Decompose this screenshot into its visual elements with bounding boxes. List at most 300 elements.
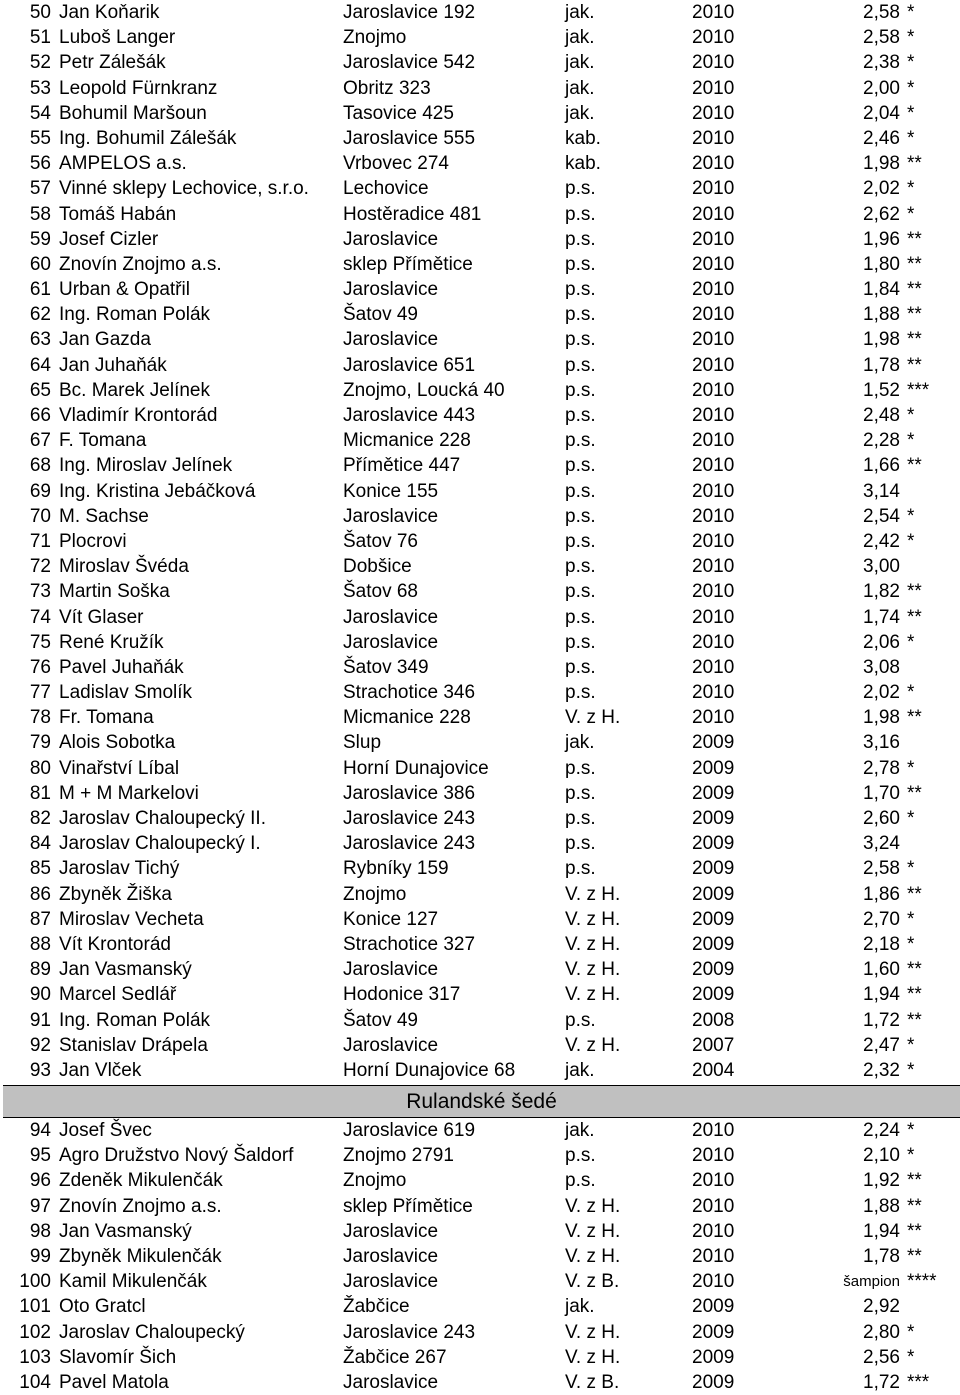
- vintage-year: 2009: [692, 883, 735, 905]
- vintage-year: 2010: [692, 203, 735, 225]
- grower-name: Jan Vasmanský: [59, 959, 192, 981]
- grower-name: Jaroslav Chaloupecký: [59, 1321, 245, 1343]
- grower-address: Horní Dunajovice: [343, 757, 489, 779]
- entry-number: 70: [29, 505, 51, 527]
- score-value: 2,80: [863, 1321, 900, 1343]
- vintage-year: 2004: [692, 1059, 735, 1081]
- score-value: 3,16: [863, 732, 900, 754]
- table-row: [0, 932, 960, 957]
- entry-number: 90: [29, 984, 51, 1006]
- grower-name: Zbyněk Mikulenčák: [59, 1246, 222, 1267]
- grower-name: Josef Švec: [59, 1120, 152, 1142]
- score-value: 1,74: [863, 606, 900, 628]
- vintage-year: 2010: [692, 1246, 735, 1267]
- vintage-year: 2009: [692, 959, 735, 981]
- grower-name: Josef Cizler: [59, 228, 159, 250]
- entry-number: 58: [29, 203, 51, 225]
- table-row: [0, 0, 960, 25]
- table-row: [0, 453, 960, 478]
- score-value: 1,84: [863, 279, 900, 301]
- wine-quality: p.s.: [565, 430, 596, 452]
- wine-quality: p.s.: [565, 757, 596, 779]
- vintage-year: 2009: [692, 782, 735, 804]
- table-row: [0, 277, 960, 302]
- rating-stars: ***: [907, 379, 930, 401]
- entry-number: 89: [29, 959, 51, 981]
- table-row: [0, 831, 960, 856]
- wine-quality: p.s.: [565, 379, 596, 401]
- rating-stars: *: [907, 1034, 915, 1056]
- wine-quality: p.s.: [565, 606, 596, 628]
- table-row: [0, 504, 960, 529]
- entry-number: 81: [29, 782, 51, 804]
- rating-stars: *: [907, 505, 915, 527]
- grower-name: Leopold Fürnkranz: [59, 77, 218, 99]
- vintage-year: 2010: [692, 354, 735, 376]
- vintage-year: 2010: [692, 27, 735, 49]
- wine-quality: p.s.: [565, 833, 596, 855]
- vintage-year: 2009: [692, 808, 735, 829]
- entry-number: 64: [29, 354, 51, 376]
- vintage-year: 2009: [692, 858, 735, 880]
- entry-number: 61: [29, 279, 51, 301]
- grower-address: Micmanice 228: [343, 707, 471, 729]
- score-value: 2,02: [863, 682, 900, 704]
- grower-name: Slavomír Šich: [59, 1346, 177, 1368]
- wine-quality: p.s.: [565, 455, 596, 477]
- entry-number: 74: [29, 606, 51, 628]
- rating-stars: **: [907, 707, 922, 729]
- table-row: [0, 1194, 960, 1219]
- grower-address: Horní Dunajovice 68: [343, 1059, 516, 1081]
- grower-name: Jan Koňarik: [59, 2, 160, 23]
- entry-number: 93: [29, 1059, 51, 1081]
- wine-quality: V. z H.: [565, 707, 621, 729]
- rating-stars: **: [907, 228, 922, 250]
- vintage-year: 2010: [692, 329, 735, 351]
- vintage-year: 2010: [692, 455, 735, 477]
- table-row: [0, 907, 960, 932]
- score-value: 1,88: [863, 1195, 900, 1217]
- vintage-year: 2009: [692, 757, 735, 779]
- score-value: 1,66: [863, 455, 900, 477]
- table-row: [0, 50, 960, 75]
- rating-stars: *: [907, 77, 915, 99]
- score-value: 2,18: [863, 933, 900, 955]
- score-value: 1,92: [863, 1170, 900, 1192]
- score-value: 1,98: [863, 707, 900, 729]
- rating-stars: **: [907, 581, 922, 603]
- entry-number: 50: [29, 2, 51, 23]
- grower-name: Alois Sobotka: [59, 732, 176, 754]
- grower-name: Fr. Tomana: [59, 707, 154, 729]
- vintage-year: 2010: [692, 379, 735, 401]
- grower-address: Jaroslavice 443: [343, 405, 476, 426]
- table-row: [0, 730, 960, 755]
- grower-name: Miroslav Švéda: [59, 556, 189, 578]
- rating-stars: ***: [907, 1371, 930, 1393]
- grower-address: Konice 127: [343, 908, 439, 930]
- grower-address: sklep Přímětice: [343, 253, 473, 275]
- table-row: [0, 302, 960, 327]
- score-value: 2,00: [863, 77, 900, 99]
- rating-stars: *: [907, 908, 915, 930]
- grower-address: Strachotice 346: [343, 682, 476, 704]
- rating-stars: *: [907, 405, 915, 426]
- table-row: [0, 806, 960, 831]
- entry-number: 95: [29, 1145, 51, 1167]
- grower-address: Znojmo: [343, 27, 407, 49]
- grower-address: Jaroslavice: [343, 606, 439, 628]
- score-value: 2,58: [863, 27, 900, 49]
- score-value: 2,54: [863, 505, 900, 527]
- grower-name: Jan Juhaňák: [59, 354, 167, 376]
- wine-quality: jak.: [565, 1296, 595, 1318]
- wine-quality: p.s.: [565, 656, 596, 678]
- vintage-year: 2009: [692, 732, 735, 754]
- wine-quality: p.s.: [565, 530, 596, 552]
- vintage-year: 2010: [692, 2, 735, 23]
- grower-address: Jaroslavice: [343, 631, 439, 653]
- grower-address: Jaroslavice 619: [343, 1120, 476, 1142]
- grower-address: Žabčice 267: [343, 1346, 447, 1368]
- rating-stars: *: [907, 757, 915, 779]
- wine-quality: p.s.: [565, 1009, 596, 1031]
- table-row: [0, 252, 960, 277]
- entry-number: 82: [29, 808, 51, 829]
- grower-name: Znovín Znojmo a.s.: [59, 1195, 222, 1217]
- vintage-year: 2010: [692, 77, 735, 99]
- rating-stars: *: [907, 430, 915, 452]
- grower-address: Jaroslavice: [343, 1220, 439, 1242]
- grower-address: Konice 155: [343, 480, 439, 502]
- wine-quality: V. z H.: [565, 908, 621, 930]
- grower-address: Rybníky 159: [343, 858, 449, 880]
- entry-number: 60: [29, 253, 51, 275]
- vintage-year: 2010: [692, 228, 735, 250]
- entry-number: 80: [29, 757, 51, 779]
- vintage-year: 2010: [692, 581, 735, 603]
- vintage-year: 2010: [692, 405, 735, 426]
- rating-stars: *: [907, 682, 915, 704]
- vintage-year: 2007: [692, 1034, 735, 1056]
- vintage-year: 2010: [692, 1271, 735, 1293]
- table-row: [0, 756, 960, 781]
- table-row: [0, 1168, 960, 1193]
- table-row: [0, 705, 960, 730]
- table-row: [0, 1143, 960, 1168]
- grower-name: Bohumil Maršoun: [59, 102, 207, 124]
- rating-stars: *: [907, 27, 915, 49]
- wine-quality: V. z H.: [565, 1321, 621, 1343]
- vintage-year: 2010: [692, 631, 735, 653]
- wine-quality: jak.: [565, 102, 595, 124]
- score-value: 1,94: [863, 1220, 900, 1242]
- wine-quality: p.s.: [565, 178, 596, 200]
- rating-stars: *: [907, 102, 915, 124]
- wine-quality: V. z H.: [565, 984, 621, 1006]
- wine-quality: V. z H.: [565, 1246, 621, 1267]
- entry-number: 73: [29, 581, 51, 603]
- vintage-year: 2010: [692, 52, 735, 74]
- rating-stars: **: [907, 1009, 922, 1031]
- entry-number: 101: [19, 1296, 51, 1318]
- grower-address: Slup: [343, 732, 382, 754]
- grower-name: Tomáš Habán: [59, 203, 177, 225]
- section-header: [3, 1085, 960, 1118]
- wine-quality: p.s.: [565, 631, 596, 653]
- grower-name: Vinařství Líbal: [59, 757, 180, 779]
- entry-number: 96: [29, 1170, 51, 1192]
- grower-name: Ing. Roman Polák: [59, 1009, 211, 1031]
- grower-name: Pavel Juhaňák: [59, 656, 184, 678]
- vintage-year: 2010: [692, 1220, 735, 1242]
- wine-quality: p.s.: [565, 505, 596, 527]
- grower-address: Tasovice 425: [343, 102, 454, 124]
- entry-number: 59: [29, 228, 51, 250]
- grower-name: Martin Soška: [59, 581, 170, 603]
- entry-number: 53: [29, 77, 51, 99]
- table-row: [0, 680, 960, 705]
- grower-address: Jaroslavice: [343, 505, 439, 527]
- table-row: [0, 655, 960, 680]
- grower-name: Petr Zálešák: [59, 52, 166, 74]
- wine-quality: p.s.: [565, 279, 596, 301]
- entry-number: 66: [29, 405, 51, 426]
- vintage-year: 2009: [692, 1371, 735, 1393]
- grower-name: Jan Vlček: [59, 1059, 142, 1081]
- vintage-year: 2008: [692, 1009, 735, 1031]
- entry-number: 79: [29, 732, 51, 754]
- score-value: 1,88: [863, 304, 900, 326]
- vintage-year: 2010: [692, 178, 735, 200]
- vintage-year: 2010: [692, 530, 735, 552]
- grower-address: Jaroslavice 192: [343, 2, 476, 23]
- grower-address: Znojmo: [343, 883, 407, 905]
- wine-quality: p.s.: [565, 682, 596, 704]
- grower-address: Jaroslavice 386: [343, 782, 476, 804]
- rating-stars: **: [907, 782, 922, 804]
- score-value: 2,38: [863, 52, 900, 74]
- rating-stars: *: [907, 1120, 915, 1142]
- grower-name: Kamil Mikulenčák: [59, 1271, 207, 1293]
- wine-quality: p.s.: [565, 1145, 596, 1167]
- rating-stars: **: [907, 455, 922, 477]
- grower-address: Obritz 323: [343, 77, 431, 99]
- entry-number: 76: [29, 656, 51, 678]
- entry-number: 86: [29, 883, 51, 905]
- table-row: [0, 403, 960, 428]
- rating-stars: **: [907, 304, 922, 326]
- vintage-year: 2010: [692, 253, 735, 275]
- score-value: 2,70: [863, 908, 900, 930]
- table-row: [0, 982, 960, 1007]
- score-value: 1,70: [863, 782, 900, 804]
- grower-name: René Kružík: [59, 631, 164, 653]
- score-value: 1,82: [863, 581, 900, 603]
- grower-address: Znojmo: [343, 1170, 407, 1192]
- vintage-year: 2010: [692, 556, 735, 578]
- vintage-year: 2009: [692, 1321, 735, 1343]
- table-row: [0, 25, 960, 50]
- wine-quality: kab.: [565, 127, 601, 149]
- entry-number: 67: [29, 430, 51, 452]
- score-value: 2,58: [863, 858, 900, 880]
- vintage-year: 2009: [692, 833, 735, 855]
- entry-number: 69: [29, 480, 51, 502]
- vintage-year: 2010: [692, 1195, 735, 1217]
- table-row: [0, 1294, 960, 1319]
- table-row: [0, 101, 960, 126]
- rating-stars: **: [907, 1246, 922, 1267]
- wine-quality: jak.: [565, 1120, 595, 1142]
- grower-address: Jaroslavice 651: [343, 354, 476, 376]
- entry-number: 55: [29, 127, 51, 149]
- wine-quality: jak.: [565, 732, 595, 754]
- rating-stars: *: [907, 858, 915, 880]
- score-value: 2,58: [863, 2, 900, 23]
- score-value: 3,14: [863, 480, 900, 502]
- entry-number: 77: [29, 682, 51, 704]
- grower-address: Jaroslavice 243: [343, 808, 476, 829]
- entry-number: 57: [29, 178, 51, 200]
- vintage-year: 2009: [692, 1346, 735, 1368]
- table-row: [0, 1370, 960, 1395]
- table-row: [0, 151, 960, 176]
- table-row: [0, 428, 960, 453]
- grower-name: Ing. Miroslav Jelínek: [59, 455, 233, 477]
- score-value: 2,02: [863, 178, 900, 200]
- wine-quality: V. z H.: [565, 959, 621, 981]
- entry-number: 54: [29, 102, 51, 124]
- rating-stars: **: [907, 253, 922, 275]
- table-row: [0, 327, 960, 352]
- wine-quality: p.s.: [565, 581, 596, 603]
- grower-name: Jaroslav Chaloupecký II.: [59, 808, 266, 829]
- table-row: [0, 957, 960, 982]
- grower-name: Stanislav Drápela: [59, 1034, 208, 1056]
- score-value: 2,78: [863, 757, 900, 779]
- table-row: [0, 781, 960, 806]
- table-row: [0, 856, 960, 881]
- rating-stars: *: [907, 203, 915, 225]
- table-row: [0, 76, 960, 101]
- score-value: 2,10: [863, 1145, 900, 1167]
- table-row: [0, 529, 960, 554]
- wine-quality: p.s.: [565, 1170, 596, 1192]
- grower-name: F. Tomana: [59, 430, 147, 452]
- table-row: [0, 1118, 960, 1143]
- grower-address: Jaroslavice 555: [343, 127, 476, 149]
- grower-address: Jaroslavice: [343, 279, 439, 301]
- score-value: 1,98: [863, 329, 900, 351]
- entry-number: 75: [29, 631, 51, 653]
- score-value: 2,04: [863, 102, 900, 124]
- grower-address: Vrbovec 274: [343, 153, 449, 175]
- grower-address: Přímětice 447: [343, 455, 461, 477]
- score-value: 2,60: [863, 808, 900, 829]
- rating-stars: *: [907, 1145, 915, 1167]
- score-value: 1,98: [863, 153, 900, 175]
- grower-name: Zdeněk Mikulenčák: [59, 1170, 223, 1192]
- grower-name: AMPELOS a.s.: [59, 153, 187, 175]
- wine-quality: V. z H.: [565, 1346, 621, 1368]
- results-table-bottom: [0, 1118, 960, 1395]
- vintage-year: 2010: [692, 1120, 735, 1142]
- rating-stars: **: [907, 1170, 922, 1192]
- grower-name: Marcel Sedlář: [59, 984, 177, 1006]
- rating-stars: *: [907, 530, 915, 552]
- grower-address: Hodonice 317: [343, 984, 461, 1006]
- rating-stars: *: [907, 127, 915, 149]
- grower-address: Jaroslavice 243: [343, 1321, 476, 1343]
- grower-name: Ing. Bohumil Zálešák: [59, 127, 237, 149]
- table-row: [0, 630, 960, 655]
- grower-address: Znojmo 2791: [343, 1145, 454, 1167]
- entry-number: 52: [29, 52, 51, 74]
- rating-stars: ****: [907, 1271, 937, 1293]
- grower-address: Jaroslavice 542: [343, 52, 476, 74]
- vintage-year: 2010: [692, 480, 735, 502]
- rating-stars: **: [907, 1195, 922, 1217]
- grower-name: Ing. Roman Polák: [59, 304, 211, 326]
- score-value: šampion: [843, 1273, 900, 1291]
- rating-stars: *: [907, 178, 915, 200]
- grower-name: Miroslav Vecheta: [59, 908, 204, 930]
- entry-number: 78: [29, 707, 51, 729]
- rating-stars: *: [907, 631, 915, 653]
- grower-address: Šatov 76: [343, 530, 418, 552]
- grower-address: Znojmo, Loucká 40: [343, 379, 505, 401]
- grower-address: Jaroslavice: [343, 1271, 439, 1293]
- grower-name: Zbyněk Žiška: [59, 883, 172, 905]
- table-row: [0, 1033, 960, 1058]
- table-row: [0, 227, 960, 252]
- rating-stars: *: [907, 1346, 915, 1368]
- entry-number: 100: [19, 1271, 51, 1293]
- vintage-year: 2010: [692, 1145, 735, 1167]
- entry-number: 88: [29, 933, 51, 955]
- grower-address: Žabčice: [343, 1296, 410, 1318]
- rating-stars: **: [907, 959, 922, 981]
- grower-address: Jaroslavice: [343, 959, 439, 981]
- score-value: 2,28: [863, 430, 900, 452]
- grower-address: Šatov 49: [343, 1009, 418, 1031]
- table-row: [0, 1320, 960, 1345]
- table-row: [0, 479, 960, 504]
- grower-name: Jan Vasmanský: [59, 1220, 192, 1242]
- rating-stars: *: [907, 1059, 915, 1081]
- wine-quality: V. z H.: [565, 1220, 621, 1242]
- vintage-year: 2010: [692, 1170, 735, 1192]
- score-value: 1,86: [863, 883, 900, 905]
- score-value: 3,00: [863, 556, 900, 578]
- score-value: 1,52: [863, 379, 900, 401]
- entry-number: 102: [19, 1321, 51, 1343]
- grower-name: Ing. Kristina Jebáčková: [59, 480, 256, 502]
- entry-number: 92: [29, 1034, 51, 1056]
- rating-stars: *: [907, 933, 915, 955]
- score-value: 2,32: [863, 1059, 900, 1081]
- rating-stars: **: [907, 606, 922, 628]
- vintage-year: 2010: [692, 127, 735, 149]
- rating-stars: *: [907, 1321, 915, 1343]
- grower-address: Jaroslavice 243: [343, 833, 476, 855]
- score-value: 1,72: [863, 1371, 900, 1393]
- entry-number: 51: [29, 27, 51, 49]
- table-row: [0, 1219, 960, 1244]
- rating-stars: **: [907, 279, 922, 301]
